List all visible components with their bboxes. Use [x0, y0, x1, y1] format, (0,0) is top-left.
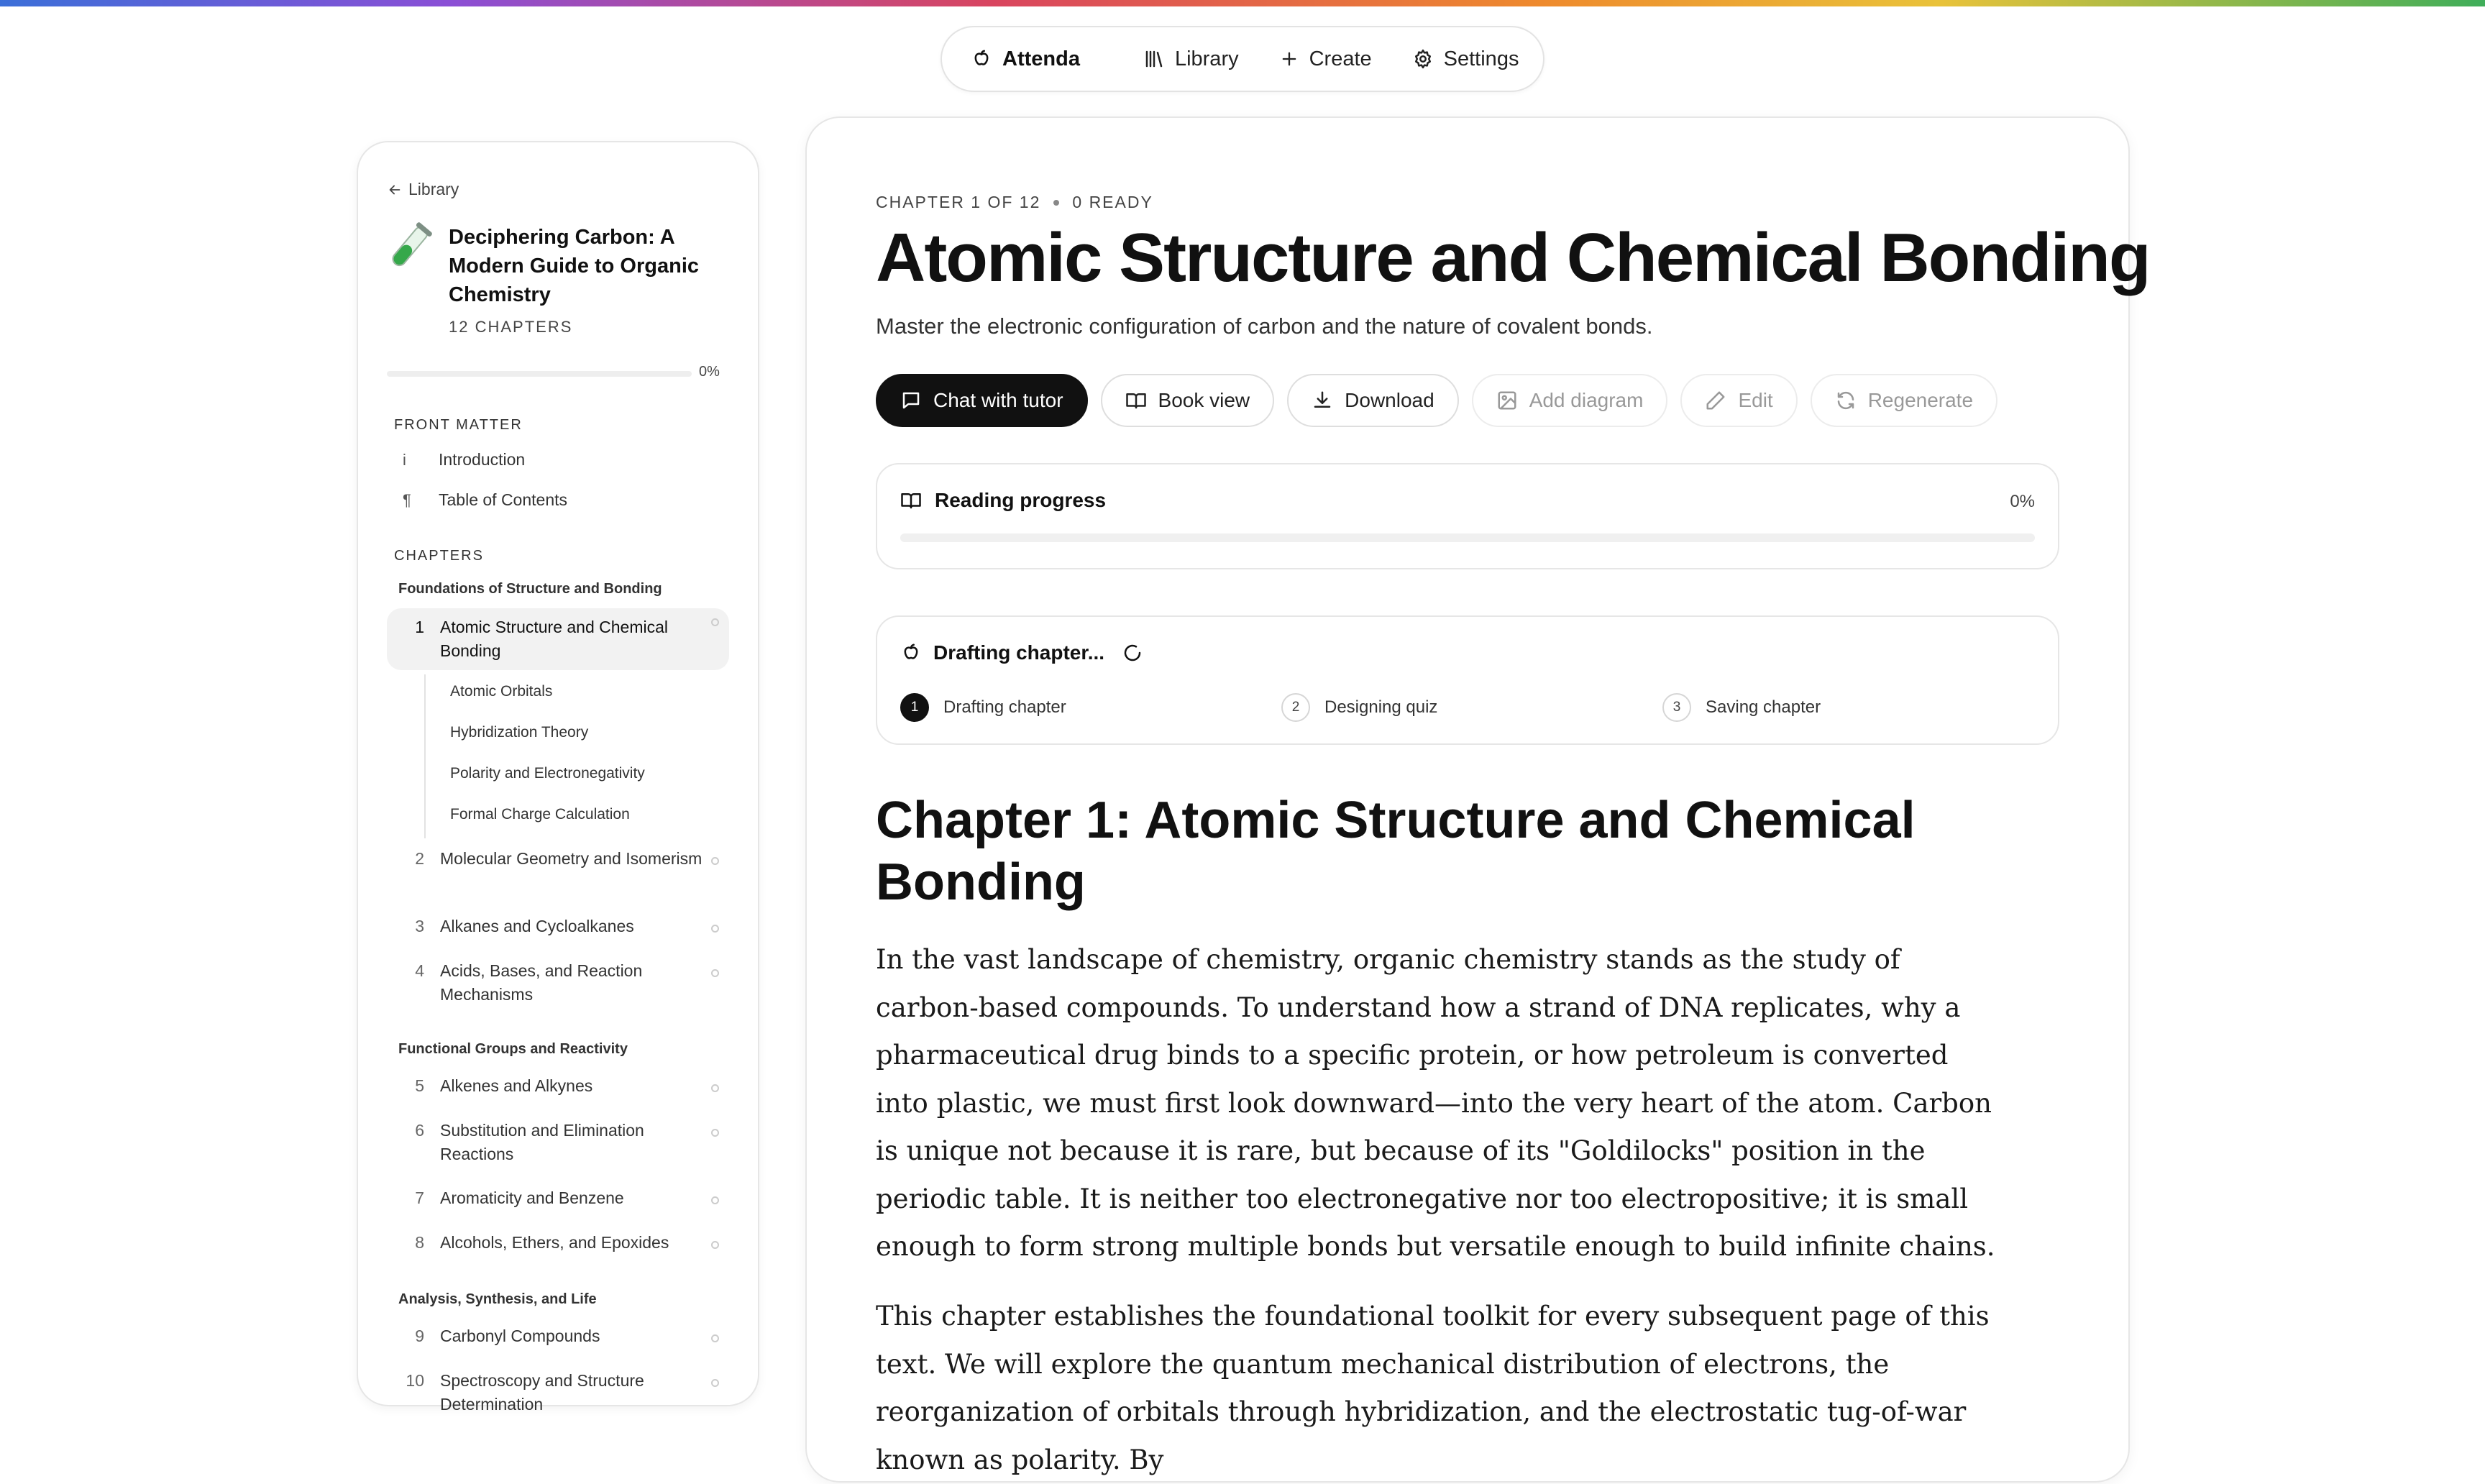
- nav-library[interactable]: [1143, 47, 1239, 71]
- drafting-status-card: [876, 615, 2059, 745]
- drafting-step-1: [900, 693, 1066, 722]
- subsection-item[interactable]: Atomic Orbitals: [450, 683, 553, 700]
- sidebar-chapter-7[interactable]: [387, 1186, 729, 1210]
- open-book-icon: [900, 490, 922, 511]
- download-label: Download: [1345, 389, 1434, 411]
- nav-settings-label: Settings: [1443, 47, 1519, 70]
- nav-brand[interactable]: [971, 47, 1080, 71]
- reading-progress-header: [900, 489, 1106, 512]
- book-view-button[interactable]: [1101, 374, 1275, 427]
- sidebar-chapter-6[interactable]: [387, 1119, 729, 1166]
- chapter-status-dot: [711, 857, 719, 865]
- chapter-number: 6: [415, 1121, 424, 1140]
- chapter-number: 8: [415, 1233, 424, 1252]
- back-to-library-link[interactable]: [387, 180, 459, 199]
- ready-status: 0 READY: [1072, 193, 1153, 211]
- chapter-content-card: [805, 116, 2150, 1483]
- gear-icon: [1412, 48, 1434, 70]
- chapter-sidebar: [357, 141, 759, 1414]
- subsection-item[interactable]: Formal Charge Calculation: [450, 806, 630, 823]
- loading-spinner-icon: [1122, 642, 1143, 664]
- chat-icon: [900, 390, 922, 411]
- step-label: Drafting chapter: [943, 697, 1066, 717]
- chat-with-tutor-button[interactable]: [876, 374, 1088, 427]
- article-paragraph: This chapter establishes the foundational toolkit for every subsequent page of this text. We will explore the quantum mechanical distribution of electrons, the reorganization of orbitals through hybridization, and the electrostatic tug-of-war known as polarity. By: [876, 1301, 1990, 1475]
- test-tube-icon: [384, 221, 434, 277]
- chapters-heading: CHAPTERS: [394, 548, 484, 564]
- step-label: Saving chapter: [1706, 697, 1821, 717]
- chat-with-tutor-label: Chat with tutor: [933, 389, 1063, 411]
- refresh-icon: [1835, 390, 1857, 411]
- chapter-position: CHAPTER 1 OF 12: [876, 193, 1041, 211]
- sidebar-chapter-1[interactable]: [387, 608, 729, 670]
- book-title: Deciphering Carbon: A Modern Guide to Organic Chemistry: [449, 226, 700, 306]
- chapter-status-dot: [711, 1129, 719, 1137]
- edit-button[interactable]: [1680, 374, 1797, 427]
- regenerate-label: Regenerate: [1867, 389, 1974, 411]
- sidebar-chapter-8[interactable]: [387, 1231, 729, 1255]
- chapter-label: Aromaticity and Benzene: [440, 1188, 624, 1207]
- nav-settings[interactable]: [1412, 47, 1519, 71]
- chapter-count: 12 CHAPTERS: [449, 318, 573, 336]
- plus-icon: [1279, 49, 1299, 69]
- reading-progress-value: 0%: [2010, 492, 2035, 511]
- chapter-meta: [876, 193, 1153, 212]
- chapter-label: Substitution and Elimination Reactions: [440, 1121, 644, 1163]
- front-matter-introduction[interactable]: [403, 450, 525, 470]
- chapter-status-dot: [711, 1334, 719, 1342]
- chapter-number: 3: [415, 917, 424, 935]
- front-matter-label: Introduction: [439, 450, 526, 469]
- front-matter-heading: FRONT MATTER: [394, 417, 523, 433]
- chapter-label: Spectroscopy and Structure Determination: [440, 1371, 644, 1414]
- front-matter-label: Table of Contents: [439, 490, 568, 509]
- chapter-label: Carbonyl Compounds: [440, 1327, 600, 1345]
- download-button[interactable]: [1287, 374, 1459, 427]
- pilcrow-icon: ¶: [403, 490, 411, 509]
- chapter-label: Alkenes and Alkynes: [440, 1076, 593, 1095]
- subsection-item[interactable]: Polarity and Electronegativity: [450, 765, 645, 782]
- chapter-status-dot: [711, 969, 719, 977]
- image-icon: [1496, 390, 1518, 411]
- drafting-step-3: [1662, 693, 1821, 722]
- reading-progress-label: Reading progress: [935, 489, 1107, 511]
- regenerate-button[interactable]: [1811, 374, 1997, 427]
- chapter-label: Alkanes and Cycloalkanes: [440, 917, 634, 935]
- nav-create[interactable]: [1279, 47, 1372, 71]
- chapter-label: Alcohols, Ethers, and Epoxides: [440, 1233, 669, 1252]
- subsection-item[interactable]: Hybridization Theory: [450, 724, 589, 741]
- book-view-label: Book view: [1158, 389, 1250, 411]
- chapter-number: 2: [415, 849, 424, 868]
- add-diagram-button[interactable]: [1472, 374, 1668, 427]
- chapter-status-dot: [711, 1084, 719, 1092]
- sidebar-chapter-9[interactable]: [387, 1324, 729, 1348]
- chapter-number: 5: [415, 1076, 424, 1095]
- top-accent-gradient: [0, 0, 2485, 6]
- library-icon: [1143, 48, 1165, 70]
- apple-icon: [971, 48, 992, 70]
- chapter-number: 4: [415, 961, 424, 980]
- reading-progress-card: [876, 463, 2059, 569]
- chapter-number: 10: [406, 1371, 424, 1390]
- sidebar-chapter-4[interactable]: [387, 959, 729, 1007]
- chapter-status-dot: [711, 1241, 719, 1249]
- sidebar-chapter-2[interactable]: [387, 847, 729, 871]
- page-subtitle: Master the electronic configuration of carbon and the nature of covalent bonds.: [876, 313, 1653, 339]
- chapter-label: Acids, Bases, and Reaction Mechanisms: [440, 961, 643, 1004]
- chapter-1-subsections: [424, 674, 726, 838]
- add-diagram-label: Add diagram: [1529, 389, 1644, 411]
- page-title: Atomic Structure and Chemical Bonding: [876, 219, 2150, 296]
- chapter-group-heading: Foundations of Structure and Bonding: [398, 581, 662, 597]
- drafting-step-2: [1281, 693, 1437, 722]
- chapter-status-dot: [711, 925, 719, 933]
- step-number: 1: [900, 693, 929, 722]
- apple-icon: [900, 642, 922, 664]
- chapter-group-heading: Functional Groups and Reactivity: [398, 1041, 628, 1057]
- step-label: Designing quiz: [1324, 697, 1438, 717]
- chapter-number: 1: [415, 618, 424, 636]
- edit-label: Edit: [1738, 389, 1773, 411]
- info-icon: i: [403, 450, 406, 469]
- drafting-header: [900, 641, 1155, 664]
- front-matter-toc[interactable]: [403, 490, 567, 510]
- nav-brand-label: Attenda: [1002, 47, 1080, 70]
- pencil-icon: [1705, 390, 1726, 411]
- sidebar-chapter-3[interactable]: [387, 915, 729, 938]
- meta-separator: [1053, 200, 1059, 206]
- chapter-status-dot: [711, 1196, 719, 1204]
- nav-library-label: Library: [1174, 47, 1239, 70]
- sidebar-chapter-5[interactable]: [387, 1074, 729, 1098]
- chapter-number: 9: [415, 1327, 424, 1345]
- nav-create-label: Create: [1309, 47, 1372, 70]
- reading-progress-bar: [900, 533, 2035, 542]
- chapter-status-dot: [711, 1379, 719, 1387]
- chapter-number: 7: [415, 1188, 424, 1207]
- step-number: 3: [1662, 693, 1691, 722]
- download-icon: [1312, 390, 1333, 411]
- chapter-label: Molecular Geometry and Isomerism: [440, 849, 703, 868]
- arrow-left-icon: [387, 182, 403, 198]
- book-progress-bar: [387, 371, 692, 377]
- chapter-status-dot: [711, 618, 719, 626]
- chapter-label: Atomic Structure and Chemical Bonding: [440, 618, 669, 660]
- back-label: Library: [408, 180, 459, 198]
- article-heading: Chapter 1: Atomic Structure and Chemical Bonding: [876, 792, 1916, 911]
- sidebar-chapter-10[interactable]: [387, 1369, 729, 1416]
- chapter-actions: [876, 374, 2010, 427]
- top-nav: [941, 26, 1544, 92]
- open-book-icon: [1125, 390, 1147, 411]
- article-paragraph: In the vast landscape of chemistry, organic chemistry stands as the study of carbon-based compounds. To understand how a strand of DNA replicates, why a pharmaceutical drug binds to a specific protein, or how petroleum is converted into plastic, we must first look downward—into the very heart of the atom. Carbon is unique not because it is rare, but because of its "Goldilocks" position in the periodic table. It is neither too electronegative nor too electropositive; it is small enough to form strong multiple bonds but versatile enough to build infinite chains.: [876, 944, 1995, 1262]
- step-number: 2: [1281, 693, 1310, 722]
- drafting-label: Drafting chapter...: [933, 641, 1105, 664]
- chapter-group-heading: Analysis, Synthesis, and Life: [398, 1291, 597, 1307]
- book-progress-label: 0%: [699, 364, 720, 380]
